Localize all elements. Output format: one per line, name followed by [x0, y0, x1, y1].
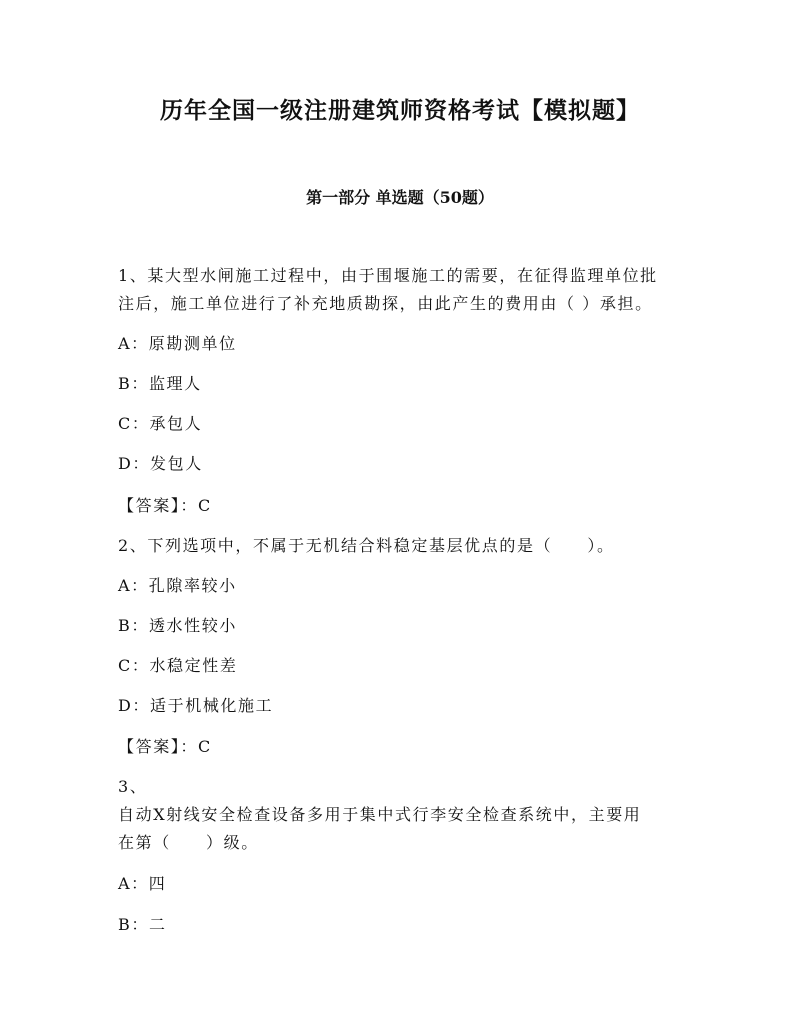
section-title: 第一部分 单选题（50题）	[306, 188, 494, 207]
question-1-option-d: D：发包人	[118, 454, 203, 473]
question-2-option-d: D：适于机械化施工	[118, 696, 274, 715]
question-1-stem-line-1: 1、某大型水闸施工过程中，由于围堰施工的需要，在征得监理单位批	[118, 266, 658, 285]
question-1-option-b: B：监理人	[118, 374, 202, 393]
question-1-answer: 【答案】：C	[118, 496, 212, 515]
question-3-stem-line-2: 在第（ ）级。	[118, 833, 259, 852]
question-2-option-c: C：水稳定性差	[118, 656, 238, 675]
question-2-answer: 【答案】：C	[118, 737, 212, 756]
question-2-option-b: B：透水性较小	[118, 616, 237, 635]
question-1-option-c: C：承包人	[118, 414, 203, 433]
question-1-option-a: A：原勘测单位	[118, 334, 237, 353]
question-3-option-a: A：四	[118, 874, 167, 893]
question-3-option-b: B：二	[118, 915, 167, 934]
question-2-stem-line-1: 2、下列选项中，不属于无机结合料稳定基层优点的是（ ）。	[118, 536, 615, 555]
question-3-stem-line-1: 自动X射线安全检查设备多用于集中式行李安全检查系统中，主要用	[118, 805, 642, 824]
question-3-number: 3、	[118, 777, 148, 796]
question-2-option-a: A：孔隙率较小	[118, 576, 237, 595]
question-1-stem-line-2: 注后，施工单位进行了补充地质勘探，由此产生的费用由（ ）承担。	[118, 294, 653, 313]
document-title: 历年全国一级注册建筑师资格考试【模拟题】	[160, 97, 640, 124]
